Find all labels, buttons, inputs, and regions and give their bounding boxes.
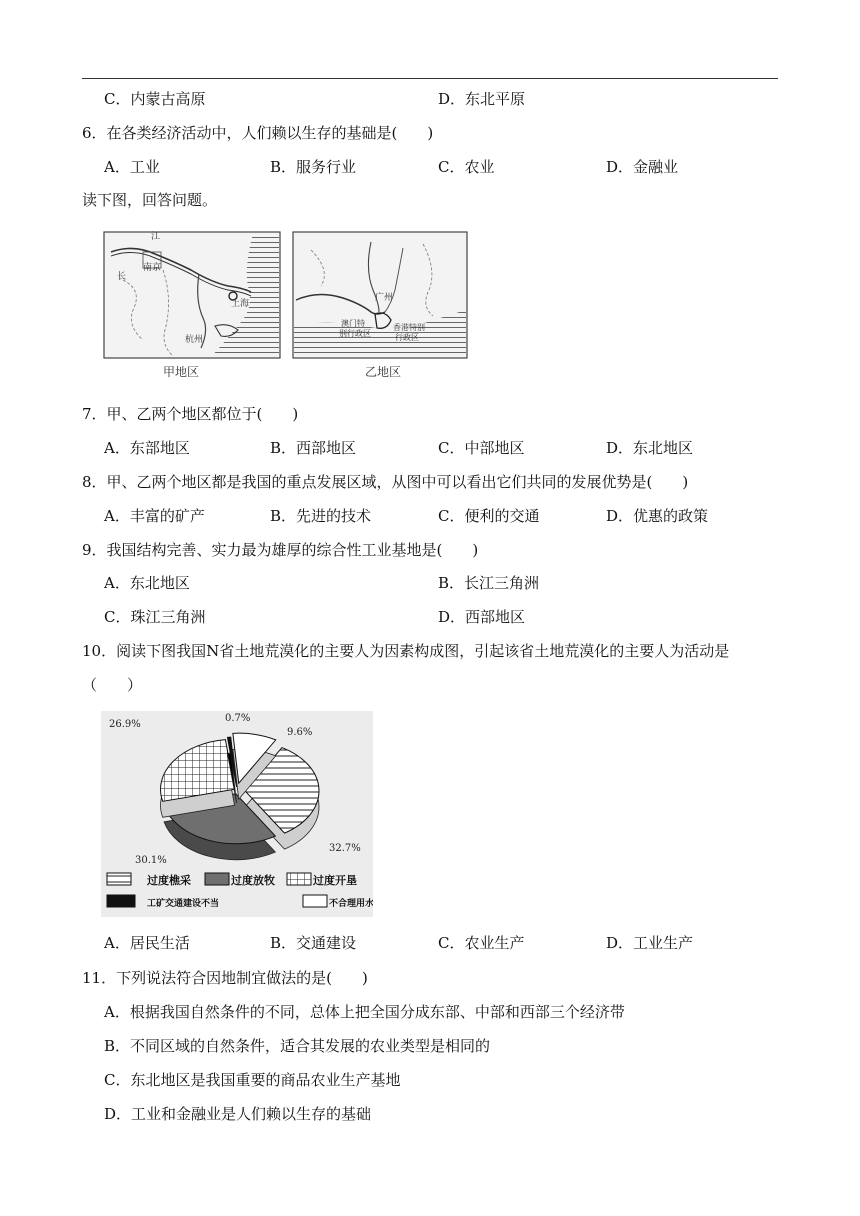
map-jia-label-3: 上海 — [231, 299, 250, 309]
q10-stem-paren: （ ） — [82, 676, 143, 694]
legend-label-0: 过度樵采 — [147, 874, 191, 887]
q9-option-c[interactable]: C．珠江三角洲 — [104, 608, 206, 626]
map-jia-label-0: 江 — [151, 232, 161, 242]
q8-option-b[interactable]: B．先进的技术 — [270, 507, 372, 525]
q9-option-b[interactable]: B．长江三角洲 — [438, 574, 540, 592]
pie-value-label-1: 30.1% — [135, 855, 167, 866]
q8-option-c[interactable]: C．便利的交通 — [438, 507, 540, 525]
header-rule — [82, 78, 778, 79]
q6-stem: 6．在各类经济活动中，人们赖以生存的基础是( ) — [82, 124, 434, 142]
q11-option-b[interactable]: B．不同区域的自然条件，适合其发展的农业类型是相同的 — [104, 1037, 491, 1055]
q6-option-c[interactable]: C．农业 — [438, 158, 495, 176]
pie-value-label-0: 32.7% — [329, 843, 361, 854]
map-yi-label-1: 澳门特别行政区 — [339, 319, 371, 338]
map-yi-label-0: 广州 — [375, 293, 394, 303]
q7-stem: 7．甲、乙两个地区都位于( ) — [82, 405, 299, 423]
pie-value-label-2: 26.9% — [109, 719, 141, 730]
legend-swatch-1 — [205, 873, 229, 885]
pie-value-label-3: 0.7% — [225, 713, 251, 724]
legend-label-1: 过度放牧 — [231, 874, 275, 887]
q5-option-c[interactable]: C．内蒙古高原 — [104, 90, 206, 108]
q7-option-a[interactable]: A．东部地区 — [104, 439, 190, 457]
pie-value-label-4: 9.6% — [287, 727, 313, 738]
q6-option-d[interactable]: D．金融业 — [606, 158, 679, 176]
legend-label-4: 不合理用水 — [329, 899, 373, 909]
pie-svg — [101, 711, 373, 917]
desertification-pie-chart — [101, 711, 373, 917]
q11-option-a[interactable]: A．根据我国自然条件的不同，总体上把全国分成东部、中部和西部三个经济带 — [104, 1003, 625, 1021]
q11-stem: 11．下列说法符合因地制宜做法的是( ) — [82, 969, 368, 987]
q7-option-d[interactable]: D．东北地区 — [606, 439, 694, 457]
q7-option-b[interactable]: B．西部地区 — [270, 439, 357, 457]
q5-option-d[interactable]: D．东北平原 — [438, 90, 526, 108]
legend-swatch-3 — [107, 895, 135, 907]
legend-swatch-0 — [107, 873, 131, 885]
region-maps-figure — [103, 230, 469, 382]
q10-option-a[interactable]: A．居民生活 — [104, 934, 190, 952]
q6-option-b[interactable]: B．服务行业 — [270, 158, 357, 176]
map-yi-caption: 乙地区 — [365, 365, 402, 379]
q6-option-a[interactable]: A．工业 — [104, 158, 160, 176]
q9-option-d[interactable]: D．西部地区 — [438, 608, 526, 626]
map-jia-caption: 甲地区 — [163, 365, 200, 379]
region-maps-svg — [103, 230, 469, 382]
q8-stem: 8．甲、乙两个地区都是我国的重点发展区域，从图中可以看出它们共同的发展优势是( ) — [82, 473, 689, 491]
q11-option-d[interactable]: D．工业和金融业是人们赖以生存的基础 — [104, 1105, 372, 1123]
q10-option-b[interactable]: B．交通建设 — [270, 934, 357, 952]
map-jia-label-1: 长 — [117, 272, 127, 282]
map-yi — [293, 232, 467, 358]
legend-swatch-4 — [303, 895, 327, 907]
legend-swatch-2 — [287, 873, 311, 885]
map-jia-label-2: 南京 — [143, 263, 162, 273]
q10-stem: 10．阅读下图我国N省土地荒漠化的主要人为因素构成图，引起该省土地荒漠化的主要人为活动是 — [82, 642, 730, 660]
map-jia — [104, 231, 280, 358]
q8-option-a[interactable]: A．丰富的矿产 — [104, 507, 205, 525]
q9-option-a[interactable]: A．东北地区 — [104, 574, 190, 592]
legend-label-2: 过度开垦 — [313, 874, 357, 887]
read-map-instruction: 读下图，回答问题。 — [82, 191, 218, 209]
q8-option-d[interactable]: D．优惠的政策 — [606, 507, 709, 525]
map-yi-label-2: 香港特别行政区 — [393, 323, 425, 342]
q9-stem: 9．我国结构完善、实力最为雄厚的综合性工业基地是( ) — [82, 541, 479, 559]
q7-option-c[interactable]: C．中部地区 — [438, 439, 525, 457]
legend-label-3: 工矿交通建设不当 — [147, 899, 220, 909]
q10-option-c[interactable]: C．农业生产 — [438, 934, 525, 952]
map-jia-label-4: 杭州 — [185, 335, 204, 345]
q11-option-c[interactable]: C．东北地区是我国重要的商品农业生产基地 — [104, 1071, 401, 1089]
q10-option-d[interactable]: D．工业生产 — [606, 934, 694, 952]
